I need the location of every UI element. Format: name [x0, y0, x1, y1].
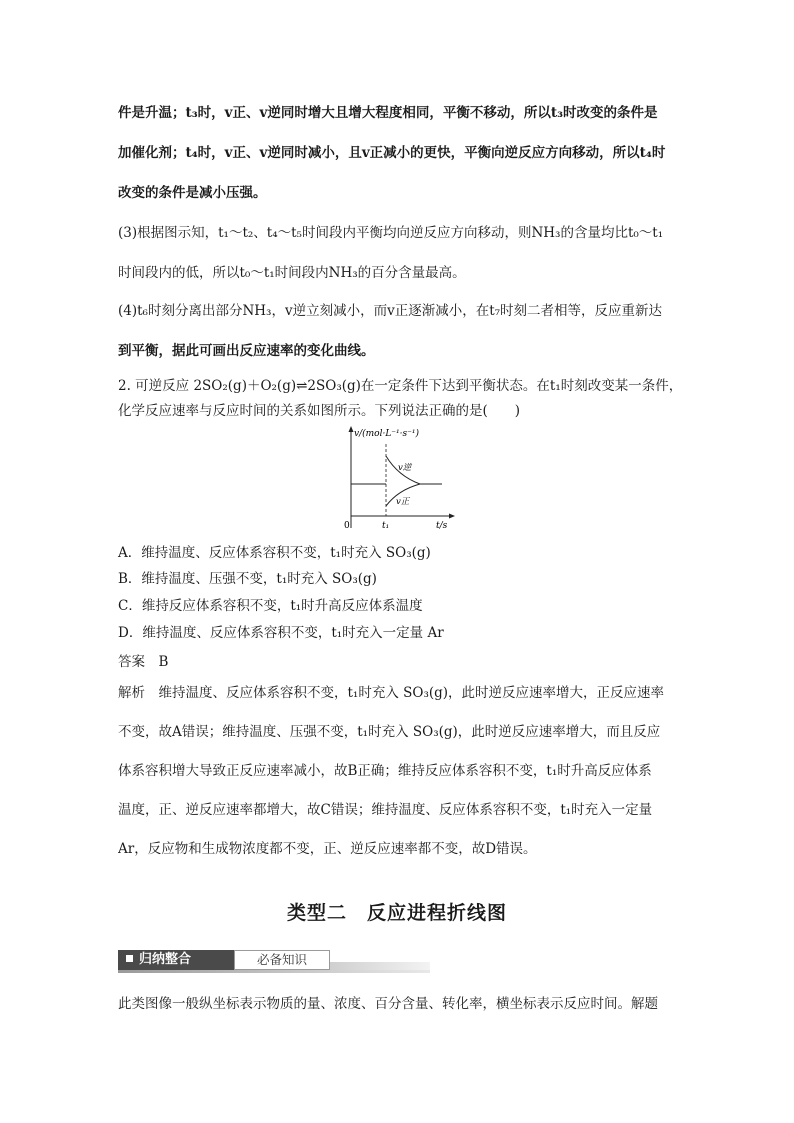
banner-main-label: 归纳整合 [139, 952, 192, 967]
explanation-line: Ar，反应物和生成物浓度都不变，正、逆反应速率都不变，故D错误。 [118, 841, 537, 857]
explanation-line: 不变，故A错误；维持温度、压强不变，t₁时充入 SO₃(g)，此时逆反应速率增大，而且反应 [118, 724, 661, 740]
rate-time-graph [340, 424, 460, 536]
square-bullet-icon [126, 955, 133, 962]
analysis-line: 时间段内的低，所以t₀～t₁时间段内NH₃的百分含量最高。 [118, 265, 466, 281]
analysis-line: 加催化剂；t₄时，v正、v逆同时减小，且v正减小的更快，平衡向逆反应方向移动，所以t₄时 [118, 145, 666, 161]
y-axis-label: v/(mol·L⁻¹·s⁻¹) [354, 429, 420, 439]
v-reverse-curve [386, 456, 442, 484]
option-d: D．维持温度、反应体系容积不变，t₁时充入一定量 Ar [118, 625, 444, 641]
y-axis-arrow [349, 426, 354, 432]
x-axis-arrow [449, 514, 455, 519]
analysis-line: (3)根据图示知，t₁～t₂、t₄～t₅时间段内平衡均向逆反应方向移动，则NH₃的含量均比t₀～t₁ [118, 225, 664, 241]
v-reverse-label: v逆 [398, 463, 412, 473]
banner-sub-label: 必备知识 [234, 950, 330, 970]
analysis-line: (4)t₆时刻分离出部分NH₃，v逆立刻减小，而v正逐渐减小，在t₇时刻二者相等，反应重新达 [118, 303, 663, 319]
banner-underline [118, 970, 430, 973]
banner-rule [330, 962, 430, 970]
question-stem: 2. 可逆反应 2SO₂(g)＋O₂(g)⇌2SO₃(g)在一定条件下达到平衡状态。在t₁时刻改变某一条件， [118, 378, 682, 394]
option-c: C．维持反应体系容积不变，t₁时升高反应体系温度 [118, 598, 423, 614]
t1-label: t₁ [382, 521, 390, 531]
explanation-line: 体系容积增大导致正反应速率减小，故B正确；维持反应体系容积不变，t₁时升高反应体系 [118, 763, 652, 779]
section-heading: 类型二 反应进程折线图 [286, 902, 507, 924]
analysis-line: 到平衡，据此可画出反应速率的变化曲线。 [118, 343, 375, 359]
v-forward-label: v正 [396, 497, 410, 507]
option-a: A．维持温度、反应体系容积不变，t₁时充入 SO₃(g) [118, 545, 431, 561]
explanation-line: 温度，正、逆反应速率都增大，故C错误；维持温度、反应体系容积不变，t₁时充入一定量 [118, 802, 653, 818]
banner-main [118, 950, 234, 970]
origin-label: 0 [344, 521, 350, 531]
question-stem: 化学反应速率与反应时间的关系如图所示。下列说法正确的是( ) [118, 403, 521, 419]
answer-line: 答案 B [118, 654, 169, 670]
x-axis-label: t/s [436, 521, 448, 531]
analysis-line: 改变的条件是减小压强。 [118, 185, 267, 201]
option-b: B．维持温度、压强不变，t₁时充入 SO₃(g) [118, 571, 377, 587]
section-banner [118, 948, 430, 974]
explanation-line: 解析 维持温度、反应体系容积不变，t₁时充入 SO₃(g)，此时逆反应速率增大，正反应速率 [118, 685, 665, 701]
intro-line: 此类图像一般纵坐标表示物质的量、浓度、百分含量、转化率，横坐标表示反应时间。解题 [118, 996, 658, 1012]
analysis-line: 件是升温；t₃时，v正、v逆同时增大且增大程度相同，平衡不移动，所以t₃时改变的条件是 [118, 105, 658, 121]
